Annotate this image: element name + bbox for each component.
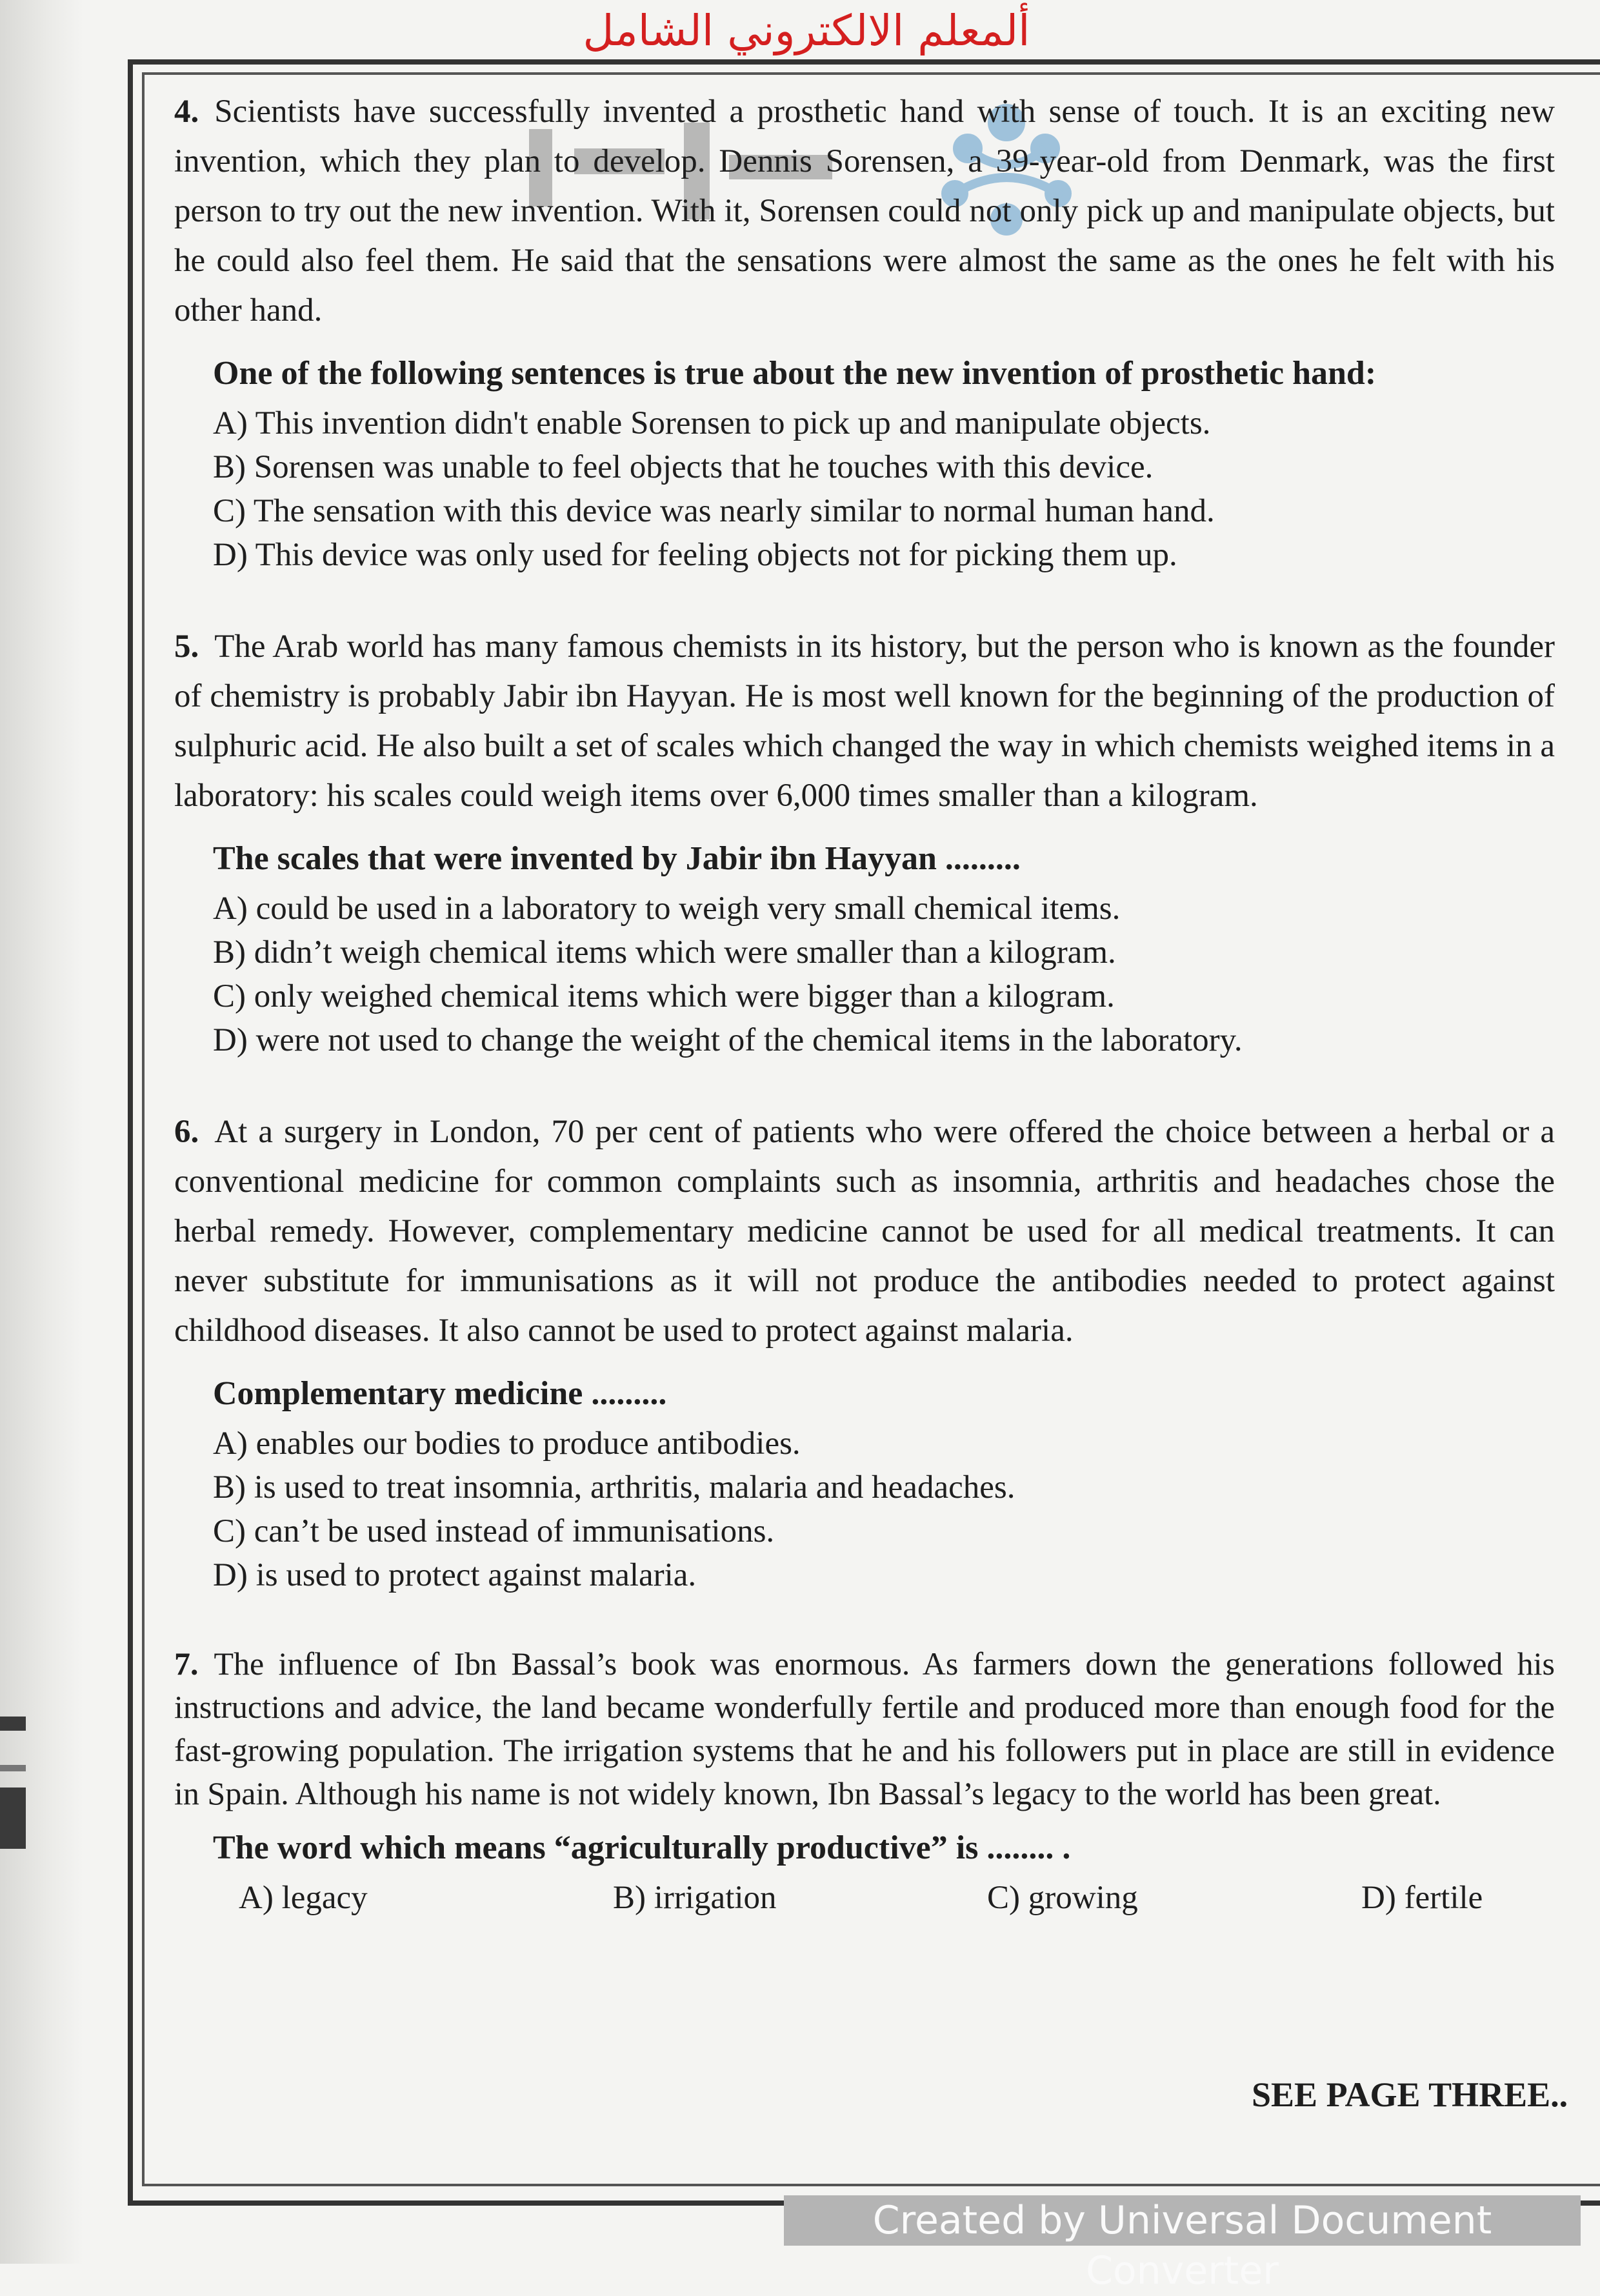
answer-options xyxy=(213,401,1555,577)
watermark-title: ألمعلم الالكتروني الشامل xyxy=(583,6,1030,55)
answer-options xyxy=(239,1876,1555,1920)
question-7 xyxy=(174,1642,1555,1920)
answer-option-b: B) Sorensen was unable to feel objects that he touches with this device. xyxy=(213,449,1154,485)
answer-option-d: D) fertile xyxy=(1361,1880,1483,1916)
question-passage xyxy=(174,1642,1555,1815)
answer-options xyxy=(213,887,1555,1062)
answer-option-a: A) enables our bodies to produce antibodies. xyxy=(213,1425,801,1462)
question-number: 5. xyxy=(174,629,199,665)
question-4 xyxy=(174,87,1555,577)
question-passage xyxy=(174,622,1555,821)
passage-text: At a surgery in London, 70 per cent of patients who were offered the choice between a herbal or a conventional medicine for common complaints such as insomnia, arthritis and headaches chose the herbal remedy. However, complementary medicine cannot be used for all medical treatments. It can never substitute for immunisations as it will not produce the antibodies needed to protect against childhood diseases. It also cannot be used to protect against malaria. xyxy=(174,1114,1555,1349)
scan-edge-mark xyxy=(0,1787,26,1849)
passage-text: Scientists have successfully invented a prosthetic hand with sense of touch. It is an exciting new invention, which they plan to develop. Dennis Sorensen, a 39-year-old from Denmark, was the first person to try out the new invention. With it, Sorensen could not only pick up and manipulate objects, but he could also feel them. He said that the sensations were almost the same as the ones he felt with his other hand. xyxy=(174,94,1555,328)
answer-option-d: D) were not used to change the weight of the chemical items in the laboratory. xyxy=(213,1022,1243,1058)
answer-option-c: C) can’t be used instead of immunisations. xyxy=(213,1513,775,1549)
answer-option-b: B) irrigation xyxy=(613,1880,777,1916)
passage-text: The Arab world has many famous chemists in its history, but the person who is known as the founder of chemistry is probably Jabir ibn Hayyan. He is most well known for the beginning of the production of sulphuric acid. He also built a set of scales which changed the way in which chemists weighed items in a laboratory: his scales could weigh items over 6,000 times smaller than a kilogram. xyxy=(174,629,1555,814)
scan-edge-mark xyxy=(0,1717,26,1731)
answer-option-a: A) could be used in a laboratory to weigh very small chemical items. xyxy=(213,891,1121,927)
scan-edge-shadow xyxy=(0,0,84,2264)
answer-option-c: C) growing xyxy=(987,1880,1138,1916)
question-passage xyxy=(174,1107,1555,1356)
see-next-page-note: SEE PAGE THREE.. xyxy=(1252,2075,1568,2114)
scan-edge-mark xyxy=(0,1765,26,1771)
answer-option-b: B) didn’t weigh chemical items which were smaller than a kilogram. xyxy=(213,934,1116,971)
answer-option-a: A) This invention didn't enable Sorensen to pick up and manipulate objects. xyxy=(213,405,1211,441)
question-number: 7. xyxy=(174,1646,199,1682)
answer-option-d: D) This device was only used for feeling objects not for picking them up. xyxy=(213,537,1177,573)
answer-option-b: B) is used to treat insomnia, arthritis, malaria and headaches. xyxy=(213,1469,1015,1505)
answer-option-c: C) only weighed chemical items which were bigger than a kilogram. xyxy=(213,978,1115,1014)
question-number: 6. xyxy=(174,1114,199,1150)
answer-option-a: A) legacy xyxy=(239,1880,368,1916)
answer-option-d: D) is used to protect against malaria. xyxy=(213,1557,697,1593)
answer-option-c: C) The sensation with this device was nearly similar to normal human hand. xyxy=(213,493,1215,529)
question-5 xyxy=(174,622,1555,1062)
converter-stamp: Created by Universal Document Converter xyxy=(784,2195,1581,2246)
question-6 xyxy=(174,1107,1555,1597)
exam-content xyxy=(174,87,1555,1920)
passage-text: The influence of Ibn Bassal’s book was enormous. As farmers down the generations followed his instructions and advice, the land became wonderfully fertile and produced more than enough food for the fast-growing population. The irrigation systems that he and his followers put in place are still in evidence in Spain. Although his name is not widely known, Ibn Bassal’s legacy to the world has been great. xyxy=(174,1646,1555,1811)
question-stem: Complementary medicine ......... xyxy=(213,1375,667,1412)
question-passage xyxy=(174,87,1555,336)
question-stem: The scales that were invented by Jabir ibn Hayyan ......... xyxy=(213,840,1021,877)
answer-options xyxy=(213,1422,1555,1597)
question-number: 4. xyxy=(174,94,199,130)
question-stem: One of the following sentences is true about the new invention of prosthetic hand: xyxy=(213,355,1377,392)
question-stem: The word which means “agriculturally productive” is ........ . xyxy=(213,1829,1071,1866)
